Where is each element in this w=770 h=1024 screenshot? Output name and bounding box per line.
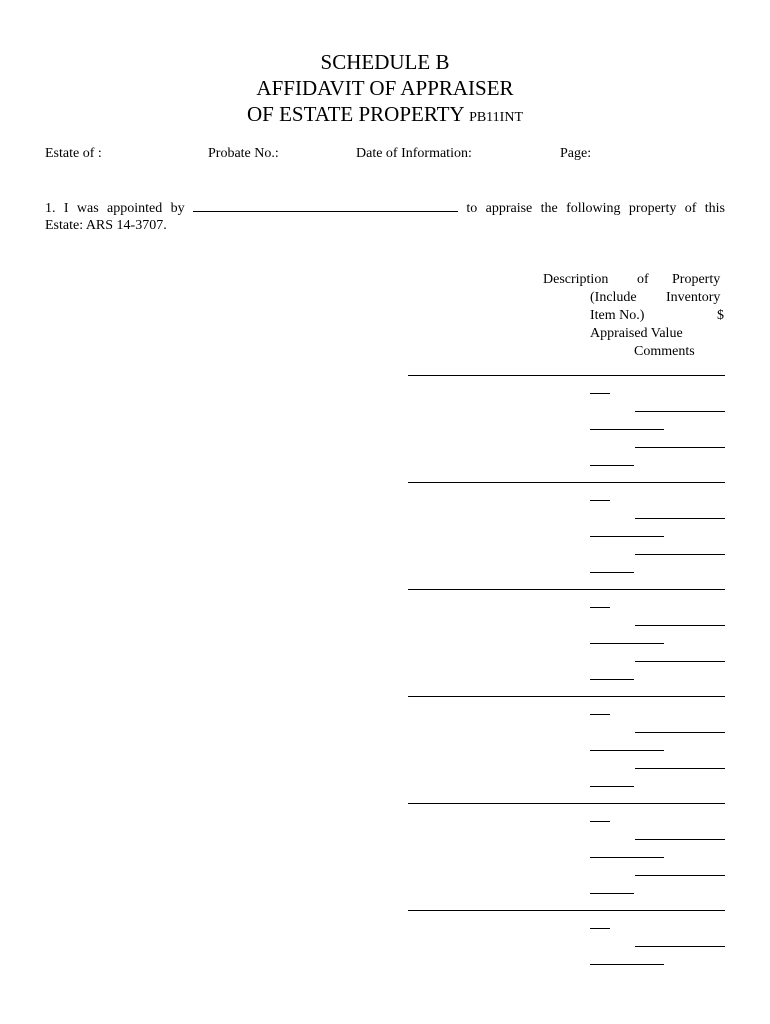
item-no-line[interactable] — [590, 928, 610, 929]
col-include: (Include — [590, 290, 637, 305]
title-estate-property — [0, 102, 770, 130]
comments-line[interactable] — [590, 679, 634, 680]
appointed-by-blank[interactable] — [193, 200, 458, 212]
date-of-information-label: Date of Information: — [356, 146, 472, 161]
comments-line[interactable] — [590, 786, 634, 787]
item-no-line[interactable] — [590, 500, 610, 501]
form-code: PB11INT — [469, 110, 523, 125]
item-no-line[interactable] — [590, 393, 610, 394]
description-line[interactable] — [408, 696, 725, 697]
col-appraised-value: Appraised Value — [590, 326, 683, 341]
title-schedule: SCHEDULE B — [320, 50, 450, 74]
item-no-line[interactable] — [590, 714, 610, 715]
description-line[interactable] — [408, 589, 725, 590]
col-inventory: Inventory — [666, 290, 721, 305]
comments-line[interactable] — [635, 554, 725, 555]
title-affidavit: AFFIDAVIT OF APPRAISER — [256, 76, 514, 100]
estate-label: Estate of : — [45, 146, 102, 161]
title-line3-text: OF ESTATE PROPERTY — [247, 102, 464, 126]
item-no-line[interactable] — [590, 857, 664, 858]
item-no-line[interactable] — [590, 821, 610, 822]
comments-line[interactable] — [590, 572, 634, 573]
page-label: Page: — [560, 146, 592, 161]
appointment-prefix: 1. I was appointed by — [45, 201, 185, 216]
appraised-value-line[interactable] — [635, 625, 725, 626]
description-line[interactable] — [408, 803, 725, 804]
appraised-value-line[interactable] — [635, 518, 725, 519]
probate-number-label: Probate No.: — [208, 146, 279, 161]
item-no-line[interactable] — [590, 429, 664, 430]
item-no-line[interactable] — [590, 964, 664, 965]
comments-line[interactable] — [635, 661, 725, 662]
appointment-statement — [45, 200, 725, 217]
item-no-line[interactable] — [590, 536, 664, 537]
description-line[interactable] — [408, 482, 725, 483]
item-no-line[interactable] — [590, 607, 610, 608]
comments-line[interactable] — [635, 875, 725, 876]
comments-line[interactable] — [590, 465, 634, 466]
appraised-value-line[interactable] — [635, 946, 725, 947]
appointment-suffix: to appraise the following property of this — [466, 201, 725, 216]
col-description: Description — [543, 272, 609, 287]
col-dollar: $ — [717, 308, 724, 323]
col-of: of — [637, 272, 649, 287]
item-no-line[interactable] — [590, 750, 664, 751]
item-no-line[interactable] — [590, 643, 664, 644]
appraised-value-line[interactable] — [635, 411, 725, 412]
col-property: Property — [672, 272, 721, 287]
appraised-value-line[interactable] — [635, 839, 725, 840]
statute-reference: Estate: ARS 14-3707. — [45, 218, 167, 233]
col-comments: Comments — [634, 344, 695, 359]
description-line[interactable] — [408, 375, 725, 376]
comments-line[interactable] — [590, 893, 634, 894]
comments-line[interactable] — [635, 447, 725, 448]
comments-line[interactable] — [635, 768, 725, 769]
description-line[interactable] — [408, 910, 725, 911]
col-item-no: Item No.) — [590, 308, 645, 323]
appraised-value-line[interactable] — [635, 732, 725, 733]
